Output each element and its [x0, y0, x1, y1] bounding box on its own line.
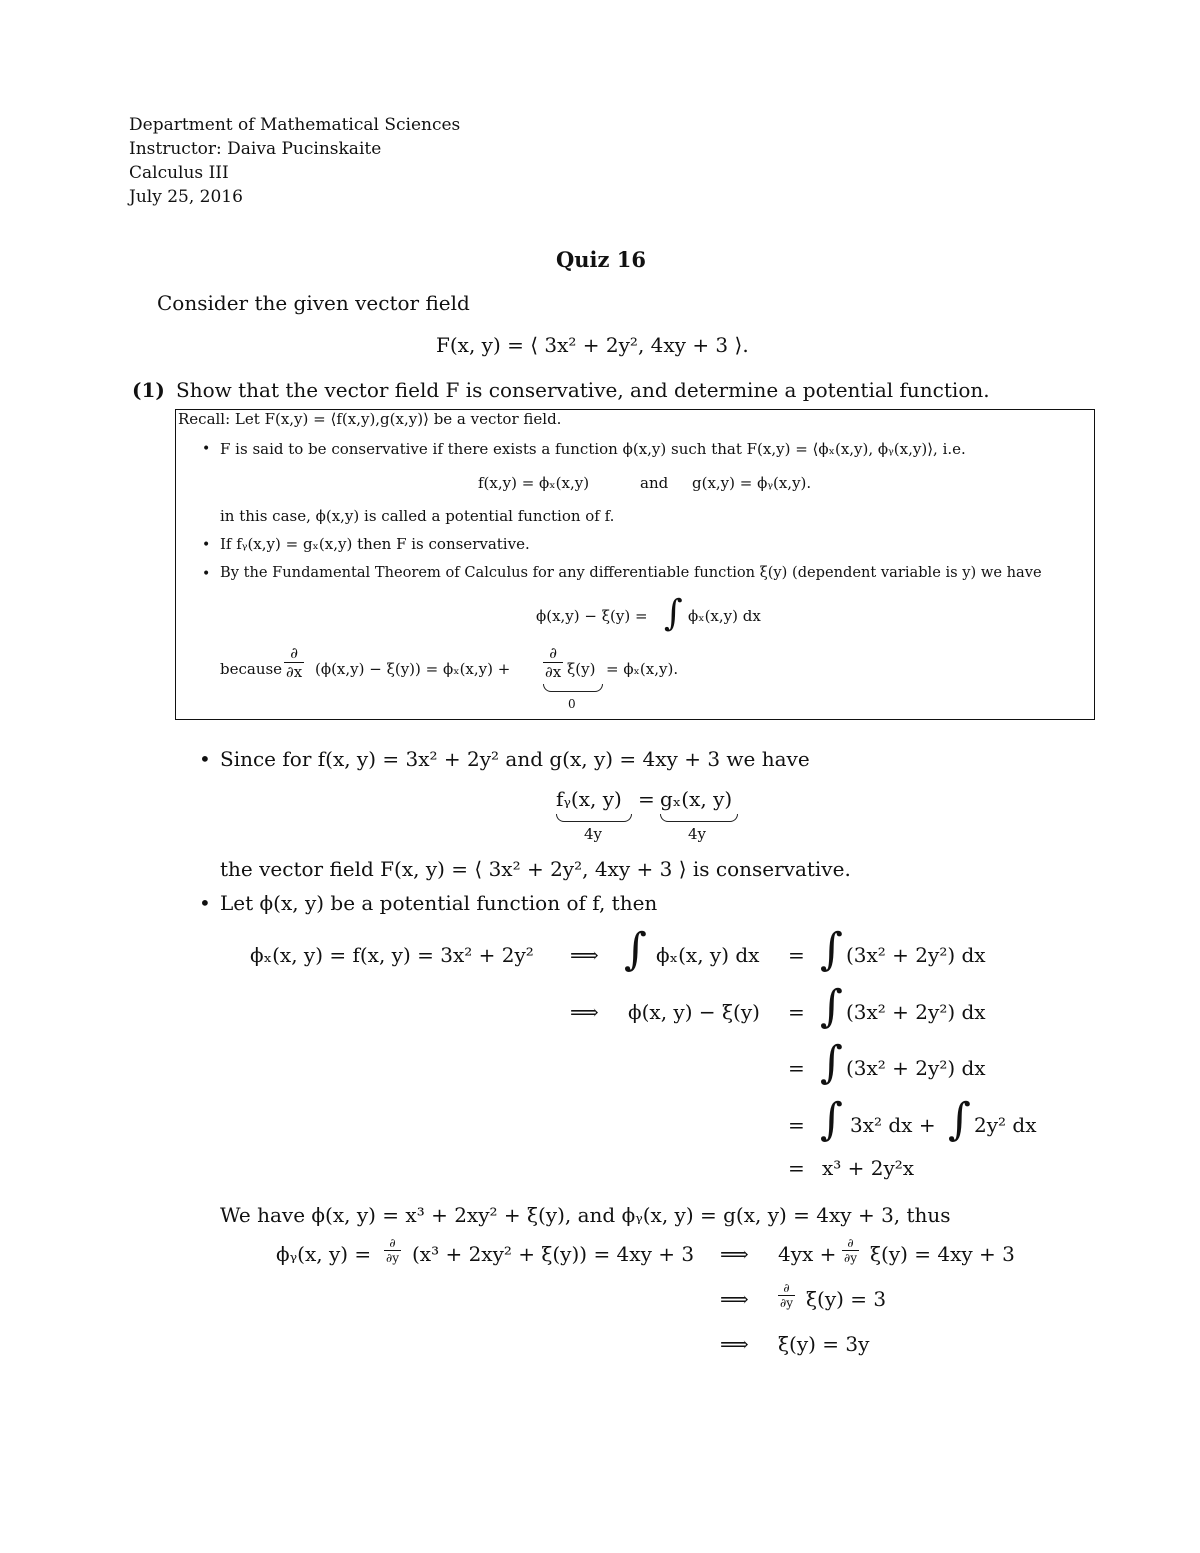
row1-mid: ϕₓ(x, y) dx [656, 943, 760, 967]
equals-sign: = [638, 787, 655, 811]
equals-sign: = [788, 1000, 805, 1024]
equals-sign: = [788, 943, 805, 967]
header-course: Calculus III [129, 163, 229, 183]
equals-sign: = [788, 1056, 805, 1080]
recall-eq-and: and [640, 474, 669, 492]
bullet-icon: • [202, 537, 211, 553]
recall-item1: F is said to be conservative if there exists a function ϕ(x,y) such that F(x,y) = ⟨ϕₓ(x,y), ϕᵧ(x,y)⟩, i.e. [220, 440, 966, 458]
recall-lead: Recall: Let F(x,y) = ⟨f(x,y),g(x,y)⟩ be a vector field. [178, 410, 562, 428]
fy-expression: fᵧ(x, y) [556, 787, 622, 811]
partial-y-fraction: ∂ ∂y [844, 1236, 857, 1265]
underbrace [556, 814, 632, 822]
implies-arrow: ⟹ [720, 1332, 749, 1356]
underbrace [543, 684, 603, 692]
underbrace [660, 814, 738, 822]
intro-text: Consider the given vector field [157, 291, 470, 315]
implies-arrow: ⟹ [570, 943, 599, 967]
recall-because-end: = ϕₓ(x,y). [606, 660, 679, 678]
integral-icon: ∫ [820, 1037, 843, 1088]
integral-icon: ∫ [948, 1094, 971, 1145]
recall-item3: By the Fundamental Theorem of Calculus for any differentiable function ξ(y) (dependent variable is y) we have [220, 564, 1042, 581]
d-row3-right: ξ(y) = 3y [778, 1332, 870, 1356]
gx-expression: gₓ(x, y) [660, 787, 733, 811]
row1-left: ϕₓ(x, y) = f(x, y) = 3x² + 2y² [250, 943, 534, 967]
partial-x-fraction: ∂ ∂x [545, 644, 562, 681]
field-definition: F(x, y) = ⟨ 3x² + 2y², 4xy + 3 ⟩. [436, 333, 749, 357]
recall-because-word: because [220, 660, 283, 678]
row4-right-b: 2y² dx [974, 1113, 1037, 1137]
fy-value: 4y [584, 825, 603, 843]
integral-icon: ∫ [664, 593, 683, 634]
d-row2-right: ξ(y) = 3 [806, 1287, 887, 1311]
bullet-icon: • [199, 891, 211, 915]
problem-text: Show that the vector field F is conservative, and determine a potential function. [176, 378, 990, 402]
row5-right: x³ + 2y²x [822, 1156, 915, 1180]
recall-because-zero: 0 [568, 697, 576, 711]
conservative-line: the vector field F(x, y) = ⟨ 3x² + 2y², 4xy + 3 ⟩ is conservative. [220, 857, 851, 881]
implies-arrow: ⟹ [720, 1242, 749, 1266]
partial-y-fraction: ∂ ∂y [386, 1236, 399, 1265]
row1-right: (3x² + 2y²) dx [846, 943, 986, 967]
gx-value: 4y [688, 825, 707, 843]
row2-mid: ϕ(x, y) − ξ(y) [628, 1000, 760, 1024]
recall-item3-eq-left: ϕ(x,y) − ξ(y) = [536, 607, 648, 625]
recall-item2: If fᵧ(x,y) = gₓ(x,y) then F is conservative. [220, 535, 530, 553]
row2-right: (3x² + 2y²) dx [846, 1000, 986, 1024]
implies-arrow: ⟹ [720, 1287, 749, 1311]
integral-icon: ∫ [624, 924, 647, 975]
d-row1-right-a: 4yx + [778, 1242, 837, 1266]
partial-y-fraction: ∂ ∂y [780, 1281, 793, 1310]
recall-item3-eq-right: ϕₓ(x,y) dx [688, 607, 761, 625]
bullet-icon: • [202, 566, 211, 582]
header-department: Department of Mathematical Sciences [129, 115, 461, 135]
bullet-icon: • [199, 747, 211, 771]
header-instructor: Instructor: Daiva Pucinskaite [129, 139, 382, 159]
let-line: Let ϕ(x, y) be a potential function of f, then [220, 891, 658, 915]
integral-icon: ∫ [820, 924, 843, 975]
recall-eq-right: g(x,y) = ϕᵧ(x,y). [692, 474, 812, 492]
we-have-line: We have ϕ(x, y) = x³ + 2xy² + ξ(y), and ϕᵧ(x, y) = g(x, y) = 4xy + 3, thus [220, 1203, 951, 1227]
implies-arrow: ⟹ [570, 1000, 599, 1024]
recall-because-xi: ξ(y) [567, 660, 596, 678]
since-line: Since for f(x, y) = 3x² + 2y² and g(x, y) = 4xy + 3 we have [220, 747, 810, 771]
bullet-icon: • [202, 441, 211, 457]
header-date: July 25, 2016 [129, 187, 243, 207]
d-row1-right-b: ξ(y) = 4xy + 3 [870, 1242, 1015, 1266]
recall-because-mid: (ϕ(x,y) − ξ(y)) = ϕₓ(x,y) + [315, 660, 511, 678]
d-row1-left-a: ϕᵧ(x, y) = [276, 1242, 372, 1266]
recall-item1-after: in this case, ϕ(x,y) is called a potential function of f. [220, 507, 615, 525]
row4-right-a: 3x² dx + [850, 1113, 936, 1137]
integral-icon: ∫ [820, 981, 843, 1032]
partial-x-fraction: ∂ ∂x [286, 644, 303, 681]
page-title: Quiz 16 [556, 247, 646, 272]
row3-right: (3x² + 2y²) dx [846, 1056, 986, 1080]
integral-icon: ∫ [820, 1094, 843, 1145]
equals-sign: = [788, 1113, 805, 1137]
recall-eq-left: f(x,y) = ϕₓ(x,y) [478, 474, 590, 492]
d-row1-left-b: (x³ + 2xy² + ξ(y)) = 4xy + 3 [412, 1242, 695, 1266]
equals-sign: = [788, 1156, 805, 1180]
problem-number: (1) [132, 378, 165, 402]
